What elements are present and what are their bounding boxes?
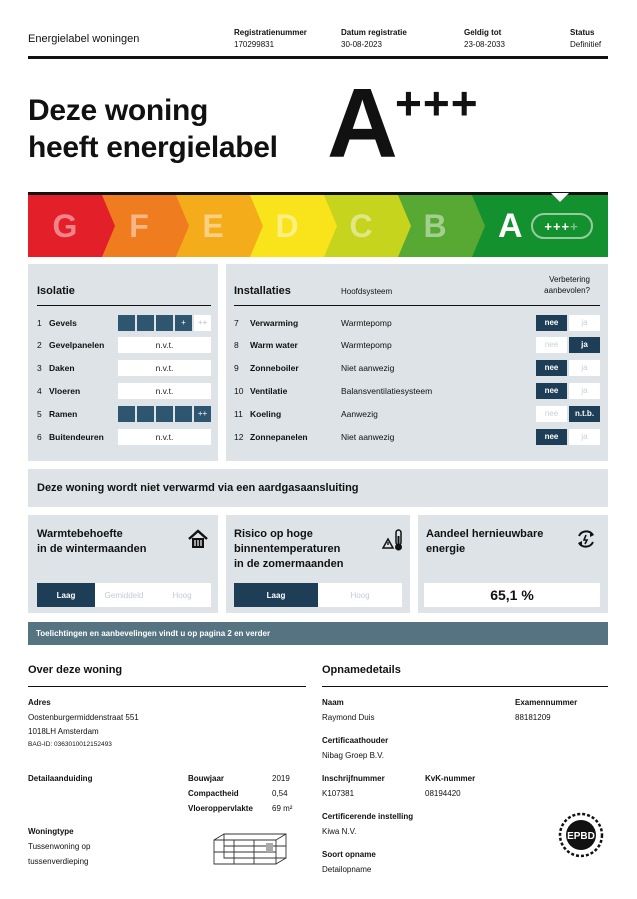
document-title: Energielabel woningen bbox=[28, 33, 140, 45]
isolatie-title: Isolatie bbox=[37, 285, 75, 297]
bag-id: BAG-ID: 0363010012152493 bbox=[28, 741, 112, 748]
geldig-tot: Geldig tot 23-08-2033 bbox=[464, 28, 505, 49]
compactheid: 0,54 bbox=[272, 789, 288, 798]
opname-title: Opnamedetails bbox=[322, 664, 401, 676]
headline: Deze woning heeft energielabel bbox=[28, 94, 278, 164]
isolatie-panel bbox=[28, 264, 218, 461]
installaties-title: Installaties bbox=[234, 285, 291, 297]
datum-registratie: Datum registratie 30-08-2023 bbox=[341, 28, 407, 49]
registratienummer: Registratienummer 170299831 bbox=[234, 28, 307, 49]
isolatie-row-vloeren: 4 Vloeren n.v.t. bbox=[37, 382, 211, 399]
installatie-row: 12 Zonnepanelen Niet aanwezig nee ja bbox=[234, 428, 600, 445]
naam: Raymond Duis bbox=[322, 713, 375, 722]
installatie-row: 11 Koeling Aanwezig nee n.t.b. bbox=[234, 405, 600, 422]
risico-panel: Risico op hoge binnentemperaturen in de zomermaanden Laag Hoog bbox=[226, 515, 410, 613]
scale-segment-f: F bbox=[102, 195, 176, 257]
certificaathouder: Nibag Groep B.V. bbox=[322, 751, 384, 760]
verbetering-toggle: nee n.t.b. bbox=[536, 406, 600, 422]
hoofdsysteem-value: Warmtepomp bbox=[341, 317, 392, 328]
scale-segment-c: C bbox=[324, 195, 398, 257]
status: Status Definitief bbox=[570, 28, 602, 49]
warmtebehoefte-panel: Warmtebehoefte in de wintermaanden Laag Gemiddeld Hoog bbox=[28, 515, 218, 613]
thermometer-warning-icon bbox=[382, 528, 404, 552]
installatie-row: 7 Verwarming Warmtepomp nee ja bbox=[234, 314, 600, 331]
inschrijfnummer: K107381 bbox=[322, 789, 355, 798]
hoofdsysteem-value: Balansventilatiesysteem bbox=[341, 385, 433, 396]
rating-bar: + ++ bbox=[118, 315, 211, 331]
scale-segment-b: B bbox=[398, 195, 472, 257]
epbd-logo bbox=[558, 812, 604, 858]
energy-scale bbox=[28, 195, 608, 257]
info-bar: Toelichtingen en aanbevelingen vindt u op pagina 2 en verder bbox=[28, 622, 608, 645]
verbetering-toggle: nee ja bbox=[536, 383, 600, 399]
certificerende-instelling: Kiwa N.V. bbox=[322, 827, 357, 836]
isolatie-row-ramen: 5 Ramen ++ bbox=[37, 405, 211, 422]
installatie-row: 8 Warm water Warmtepomp nee ja bbox=[234, 336, 600, 353]
adres-street: Oostenburgermiddenstraat 551 bbox=[28, 713, 139, 722]
hoofdsysteem-value: Niet aanwezig bbox=[341, 431, 395, 442]
bouwjaar: 2019 bbox=[272, 774, 290, 783]
big-label-letter: A bbox=[327, 68, 398, 178]
big-label-plus: +++ bbox=[395, 77, 479, 129]
warmte-level: Laag Gemiddeld Hoog bbox=[37, 583, 211, 607]
plus-pill: +++ + bbox=[531, 213, 593, 239]
examennummer: 88181209 bbox=[515, 713, 551, 722]
installaties-panel: Installaties Hoofdsysteem Verbetering aanbevolen? bbox=[226, 264, 608, 461]
building-diagram-icon bbox=[210, 830, 290, 866]
header-divider bbox=[28, 56, 608, 59]
rating-bar: ++ bbox=[118, 406, 211, 422]
hernieuwbaar-panel: Aandeel hernieuwbare energie 65,1 % bbox=[418, 515, 608, 613]
isolatie-row-buitendeuren: 6 Buitendeuren n.v.t. bbox=[37, 428, 211, 445]
vloeroppervlakte: 69 m² bbox=[272, 804, 293, 813]
active-marker bbox=[551, 193, 569, 202]
isolatie-row-gevelpanelen: 2 Gevelpanelen n.v.t. bbox=[37, 336, 211, 353]
isolatie-row-gevels: 1 Gevels + ++ bbox=[37, 314, 211, 331]
hernieuwbaar-value: 65,1 % bbox=[424, 583, 600, 607]
woning-title: Over deze woning bbox=[28, 664, 123, 676]
renewable-cycle-icon bbox=[575, 528, 597, 550]
installatie-row: 9 Zonneboiler Niet aanwezig nee ja bbox=[234, 359, 600, 376]
adres-city: 1018LH Amsterdam bbox=[28, 727, 99, 736]
hoofdsysteem-value: Warmtepomp bbox=[341, 339, 392, 350]
verbetering-toggle: nee ja bbox=[536, 337, 600, 353]
scale-segment-a-active: A +++ + bbox=[472, 195, 608, 257]
verbetering-toggle: nee ja bbox=[536, 315, 600, 331]
svg-text:EPBD: EPBD bbox=[567, 831, 595, 842]
isolatie-row-daken: 3 Daken n.v.t. bbox=[37, 359, 211, 376]
gas-banner: Deze woning wordt niet verwarmd via een aardgasaansluiting bbox=[28, 469, 608, 507]
kvk-nummer: 08194420 bbox=[425, 789, 461, 798]
verbetering-toggle: nee ja bbox=[536, 429, 600, 445]
house-heat-icon bbox=[187, 528, 209, 550]
scale-segment-d: D bbox=[250, 195, 324, 257]
hoofdsysteem-value: Aanwezig bbox=[341, 408, 378, 419]
risico-level: Laag Hoog bbox=[234, 583, 402, 607]
installatie-row: 10 Ventilatie Balansventilatiesysteem nee ja bbox=[234, 382, 600, 399]
soort-opname: Detailopname bbox=[322, 865, 372, 874]
verbetering-toggle: nee ja bbox=[536, 360, 600, 376]
hoofdsysteem-value: Niet aanwezig bbox=[341, 362, 395, 373]
scale-segment-g: G bbox=[28, 195, 102, 257]
scale-segment-e: E bbox=[176, 195, 250, 257]
